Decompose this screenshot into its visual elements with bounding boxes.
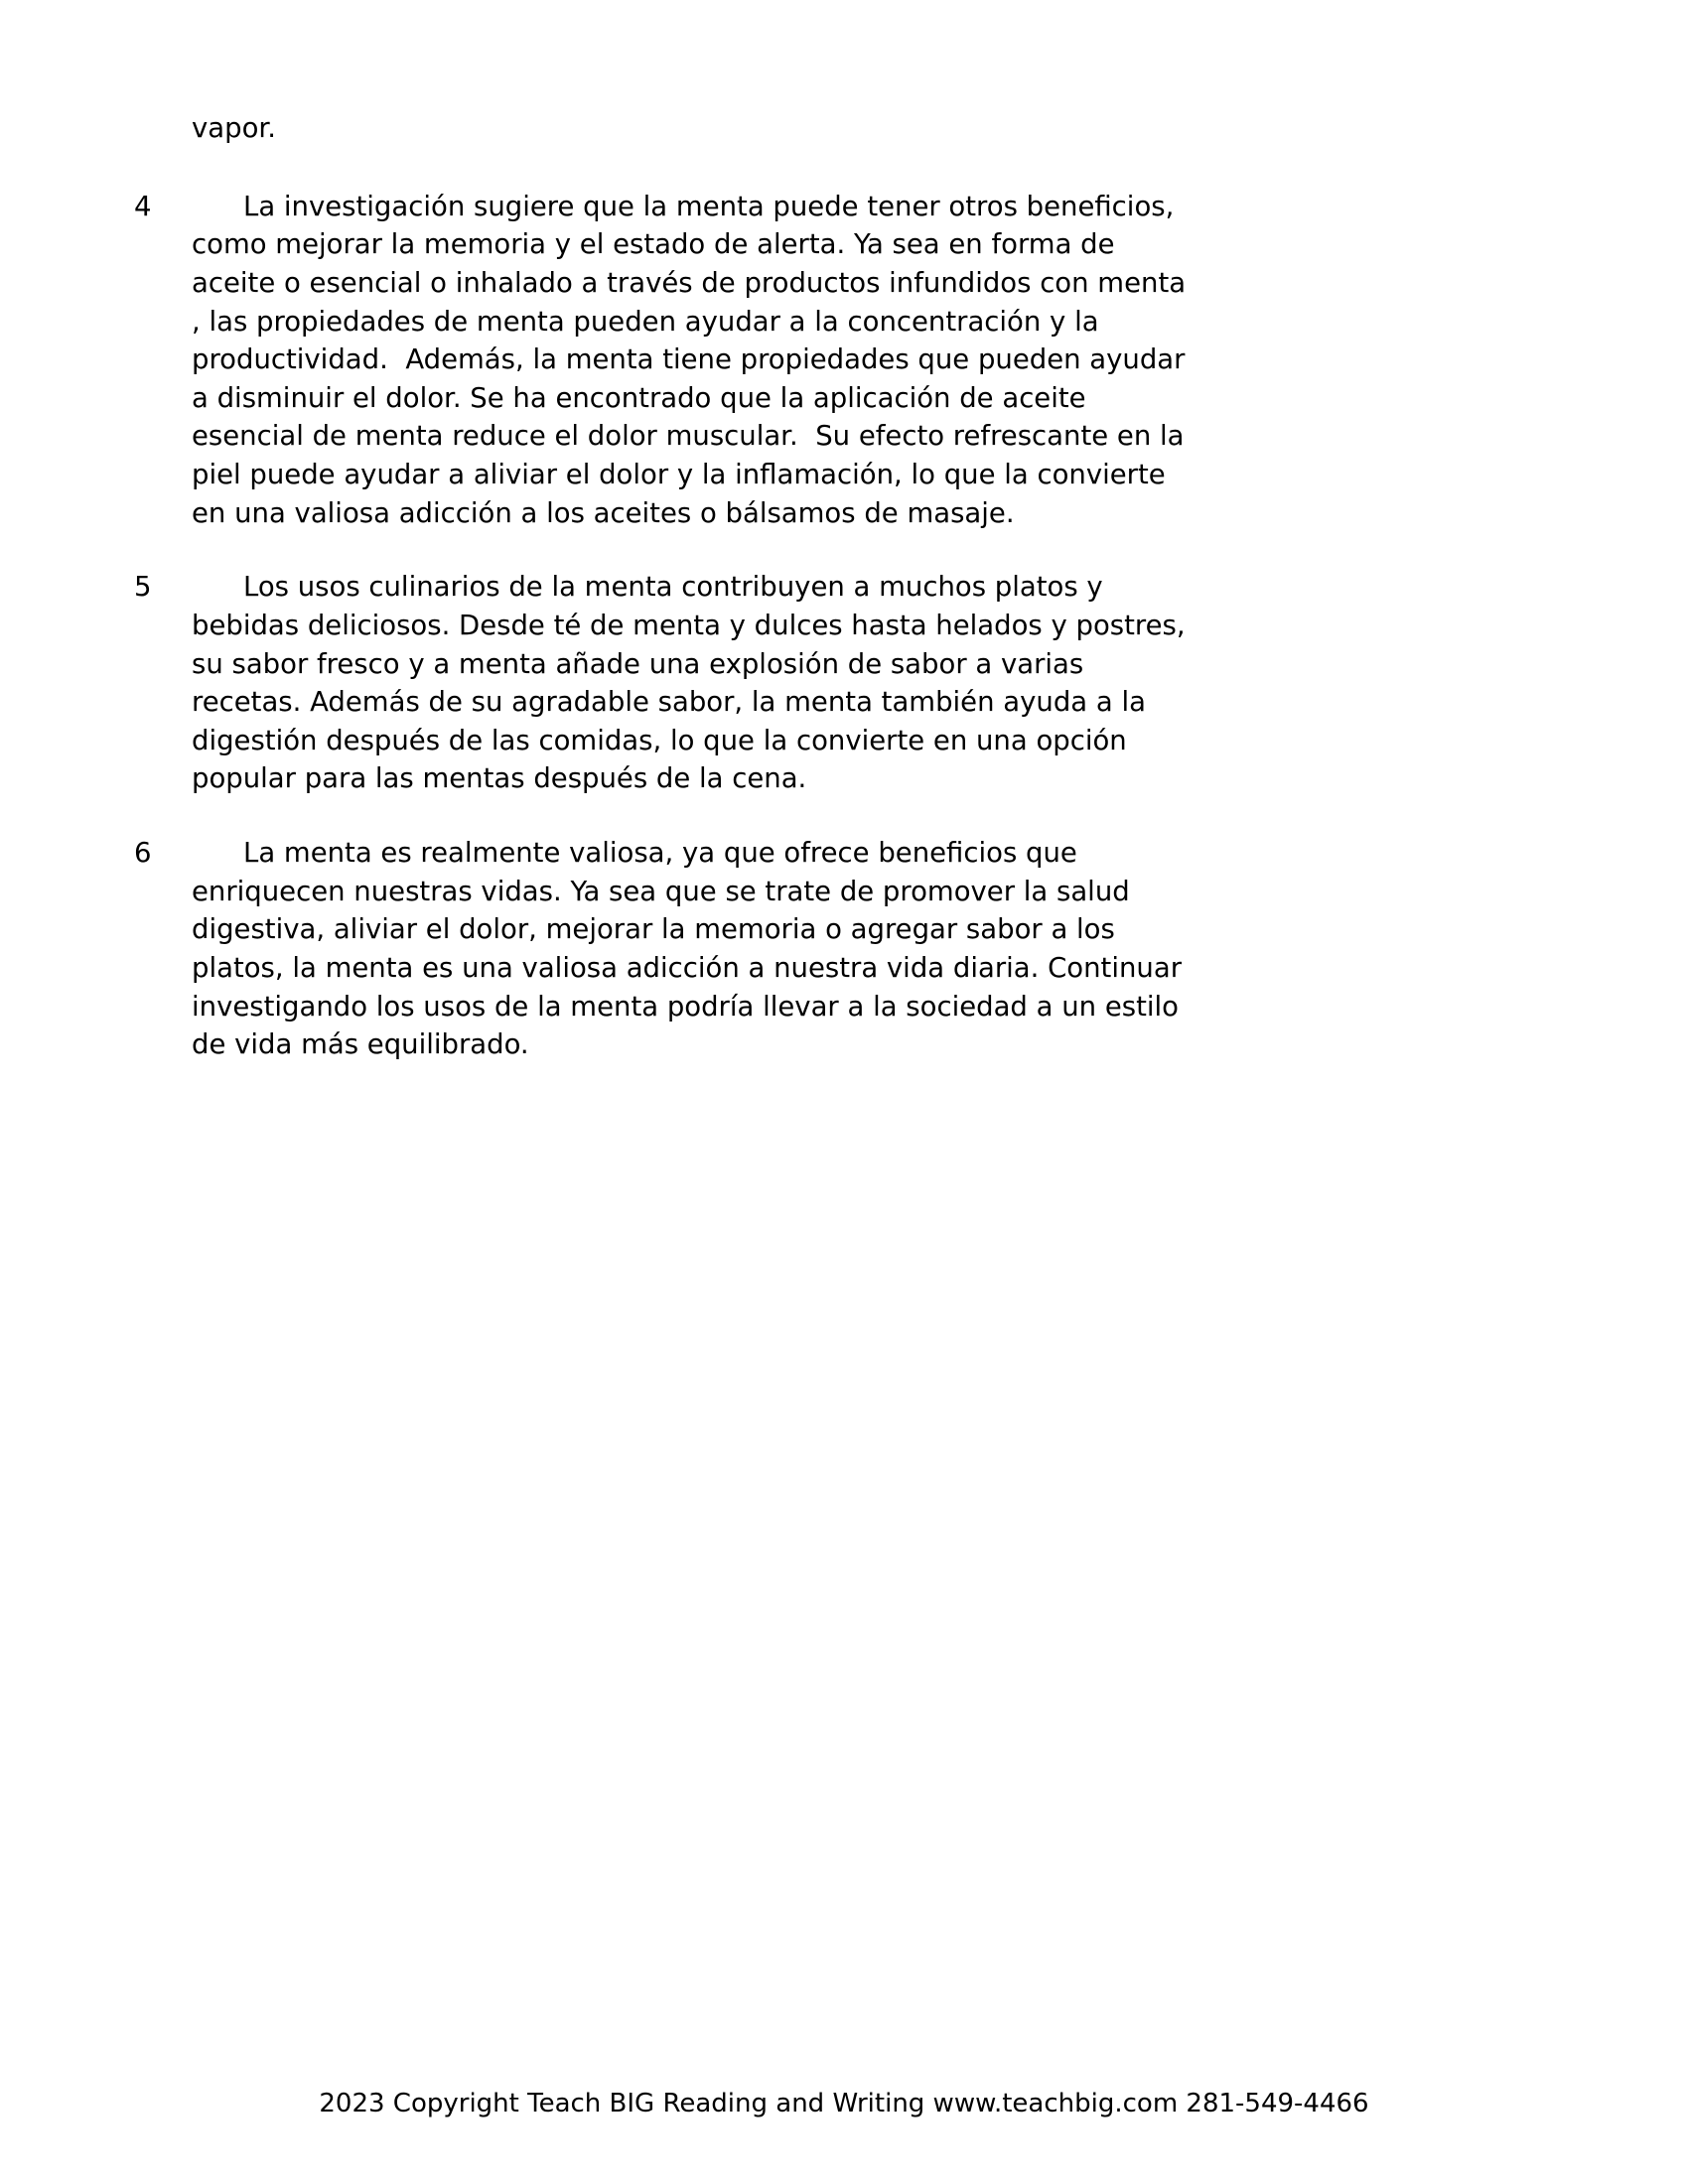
- page-footer: 2023 Copyright Teach BIG Reading and Writing www.teachbig.com 281-549-4466: [319, 2089, 1369, 2119]
- paragraph-number-6: 6: [134, 837, 152, 869]
- paragraph-text-4: La investigación sugiere que la menta puede tener otros beneficios, como mejorar la memoria y el estado de alerta. Ya sea en forma de aceite o esencial o inhalado a través de productos infundidos con menta , las propiedades de menta pueden ayudar a la concentración y la productividad. Además, la menta tiene propiedades que pueden ayudar a disminuir el dolor. Se ha encontrado que la aplicación de aceite esencial de menta reduce el dolor muscular. Su efecto refrescante en la piel puede ayudar a aliviar el dolor y la inflamación, lo que la convierte en una valiosa adicción a los aceites o bálsamos de masaje.: [192, 190, 1195, 529]
- paragraph-number-5: 5: [134, 571, 152, 604]
- continuation-line: vapor.: [192, 112, 276, 144]
- paragraph-block-4: [134, 188, 1199, 533]
- paragraph-block-5: [134, 568, 1199, 798]
- paragraph-text-5: Los usos culinarios de la menta contribuyen a muchos platos y bebidas deliciosos. Desde té de menta y dulces hasta helados y postres, su sabor fresco y a menta añade una explosión de sabor a varias recetas. Además de su agradable sabor, la menta también ayuda a la digestión después de las comidas, lo que la convierte en una opción popular para las mentas después de la cena.: [192, 571, 1195, 795]
- paragraph-text-6: La menta es realmente valiosa, ya que ofrece beneficios que enriquecen nuestras vidas. Ya sea que se trate de promover la salud digestiva, aliviar el dolor, mejorar la memoria o agregar sabor a los platos, la menta es una valiosa adicción a nuestra vida diaria. Continuar investigando los usos de la menta podría llevar a la sociedad a un estilo de vida más equilibrado.: [192, 837, 1191, 1061]
- paragraph-block-6: [134, 834, 1199, 1064]
- paragraph-number-4: 4: [134, 190, 152, 222]
